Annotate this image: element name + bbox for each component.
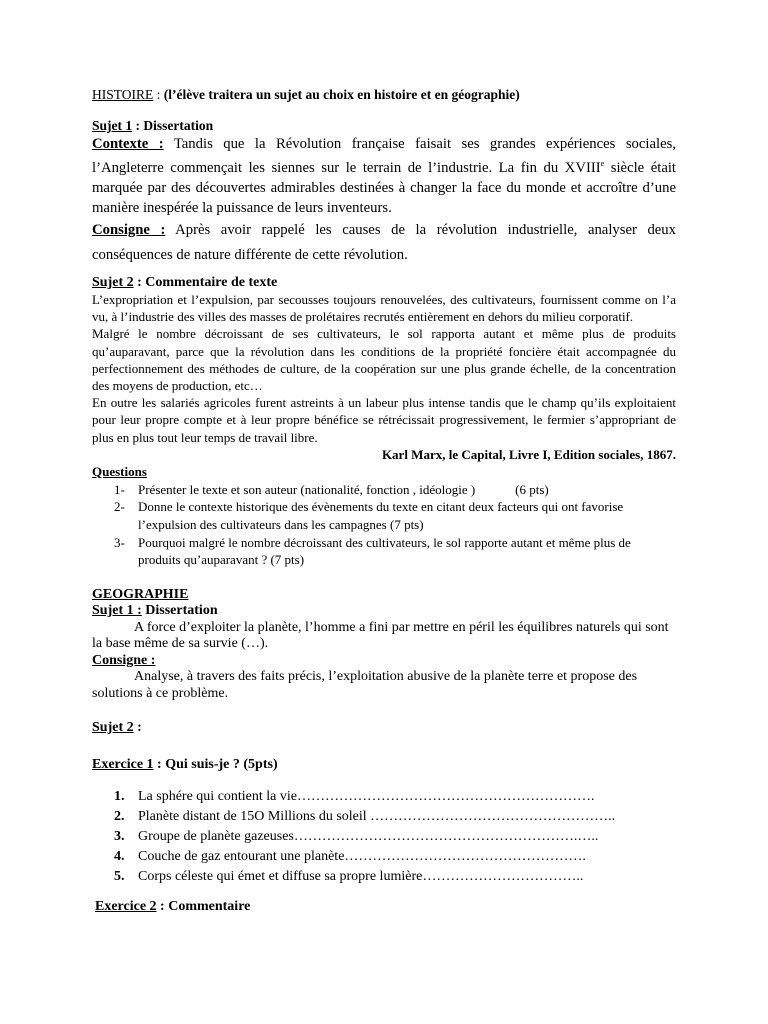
histoire-subtitle: (l’élève traitera un sujet au choix en histoire et en géographie) xyxy=(163,87,520,102)
exercice-item xyxy=(92,787,676,807)
geo-intro: A force d’exploiter la planète, l’homme a fini par mettre en péril les équilibres naturels qui sont la base même de sa survie (…). xyxy=(92,619,669,652)
question-item xyxy=(92,534,676,569)
questions-heading: Questions xyxy=(92,463,147,479)
question-number: 1- xyxy=(114,481,125,497)
geo-sujet1-label: Sujet 1 : xyxy=(92,603,142,619)
exercice-item xyxy=(92,867,676,887)
exercice-text: Couche de gaz entourant une planète……………………………………………. xyxy=(138,849,586,865)
question-item xyxy=(92,481,676,499)
exercice-item xyxy=(92,827,676,847)
question-number: 3- xyxy=(114,534,125,550)
question-item xyxy=(92,498,676,533)
geo-consigne-text: Analyse, à travers des faits précis, l’exploitation abusive de la planète terre et propose des solutions à ce problème. xyxy=(92,669,638,701)
question-text: Donne le contexte historique des évènements du texte en citant deux facteurs qui ont favorise l’expulsion des cultivateurs dans les campagnes (7 pts) xyxy=(138,499,624,532)
exercice1-list xyxy=(92,787,676,887)
exercice-number: 5. xyxy=(114,869,125,885)
histoire-title: HISTOIRE xyxy=(92,87,154,102)
contexte-label: Contexte : xyxy=(92,136,164,152)
sujet1-label: Sujet 1 xyxy=(92,118,133,133)
text-source: Karl Marx, le Capital, Livre I, Edition sociales, 1867. xyxy=(381,446,676,462)
sujet1-title: : Dissertation xyxy=(132,118,214,133)
exercice-number: 3. xyxy=(114,829,125,845)
sujet2-label: Sujet 2 xyxy=(92,274,134,290)
exercice1-label: Exercice 1 xyxy=(92,756,154,772)
exercice1-title: : Qui suis-je ? (5pts) xyxy=(153,756,278,772)
text-paragraph-3: En outre les salariés agricoles furent astreints à un labeur plus intense tandis que le champ qu’ils exploitaient pour leur propre compte et à leur propre bénéfice se rétrécissait progressivement, le fermier s’appropriant de plus en plus tout leur temps de travail libre. xyxy=(92,395,676,445)
exercice1-heading xyxy=(92,757,676,774)
geo-consigne-label: Consigne : xyxy=(92,652,156,668)
histoire-sep: : xyxy=(153,87,164,102)
exercice-text: Planète distant de 15O Millions du soleil …………………………………………….. xyxy=(138,809,616,825)
exam-page xyxy=(92,86,676,916)
exercice-item xyxy=(92,847,676,867)
consigne-paragraph xyxy=(92,218,676,268)
consigne-label: Consigne : xyxy=(92,221,166,238)
exercice-item xyxy=(92,807,676,827)
exercice-text: Corps céleste qui émet et diffuse sa propre lumière…………………………….. xyxy=(138,869,584,885)
sujet2-heading xyxy=(92,274,676,291)
question-points: (6 pts) xyxy=(515,481,549,497)
exercice2-heading xyxy=(95,899,676,916)
question-text: Présenter le texte et son auteur (nationalité, fonction , idéologie ) xyxy=(138,481,476,497)
geo-sujet2-heading xyxy=(92,720,676,737)
exercice-number: 2. xyxy=(114,809,125,825)
sujet2-title: : Commentaire de texte xyxy=(133,274,278,290)
question-number: 2- xyxy=(114,499,125,515)
sujet1-heading xyxy=(92,117,676,134)
geo-sujet2-label: Sujet 2 xyxy=(92,720,134,736)
exercice-text: Groupe de planète gazeuses…………………………………………………….….. xyxy=(138,829,599,845)
geo-sujet1-heading xyxy=(92,603,676,620)
exercice-number: 4. xyxy=(114,849,125,865)
exercice2-label: Exercice 2 xyxy=(95,899,157,915)
exercice-text: La sphére qui contient la vie………………………………………………………. xyxy=(138,789,595,805)
contexte-paragraph xyxy=(92,134,676,218)
geographie-title: GEOGRAPHIE xyxy=(92,586,189,602)
text-paragraph-2: Malgré le nombre décroissant de ses cultivateurs, le sol rapporta autant et même plus de produits qu’auparavant, parce que la révolution dans les conditions de la propriété foncière était accompagnée du perfectionnement des méthodes de culture, de la coopération sur une plus grande échelle, de la concentration des moyens de production, etc… xyxy=(92,326,676,393)
contexte-sup: e xyxy=(600,159,605,168)
histoire-heading xyxy=(92,86,676,103)
exercice2-title: : Commentaire xyxy=(156,899,251,915)
consigne-text: Après avoir rappelé les causes de la révolution industrielle, analyser deux conséquences de nature différente de cette révolution. xyxy=(92,221,676,263)
geo-sujet1-title: Dissertation xyxy=(141,603,218,619)
geo-sujet2-sep: : xyxy=(133,720,142,736)
text-paragraph-1: L’expropriation et l’expulsion, par secousses toujours renouvelées, des cultivateurs, fournissent comme on l’a vu, à l’industrie des villes des masses de prolétaires recrutés entièrement en dehors du milieu corporatif. xyxy=(92,291,676,325)
questions-list xyxy=(92,481,676,569)
exercice-number: 1. xyxy=(114,789,125,805)
contexte-text-a: Tandis que la Révolution française faisait ses grandes expériences sociales, l’Angleterre commençait les siennes sur le terrain de l’industrie. La fin du XVIII xyxy=(92,136,676,176)
question-text: Pourquoi malgré le nombre décroissant des cultivateurs, le sol rapporte autant et même plus de produits qu’auparavant ? (7 pts) xyxy=(138,534,631,568)
contexte-text-b: siècle était marquée par des découvertes admirables destinées à changer la face du monde et accroître d’une manière inespérée la puissance de leurs inventeurs. xyxy=(92,159,676,216)
